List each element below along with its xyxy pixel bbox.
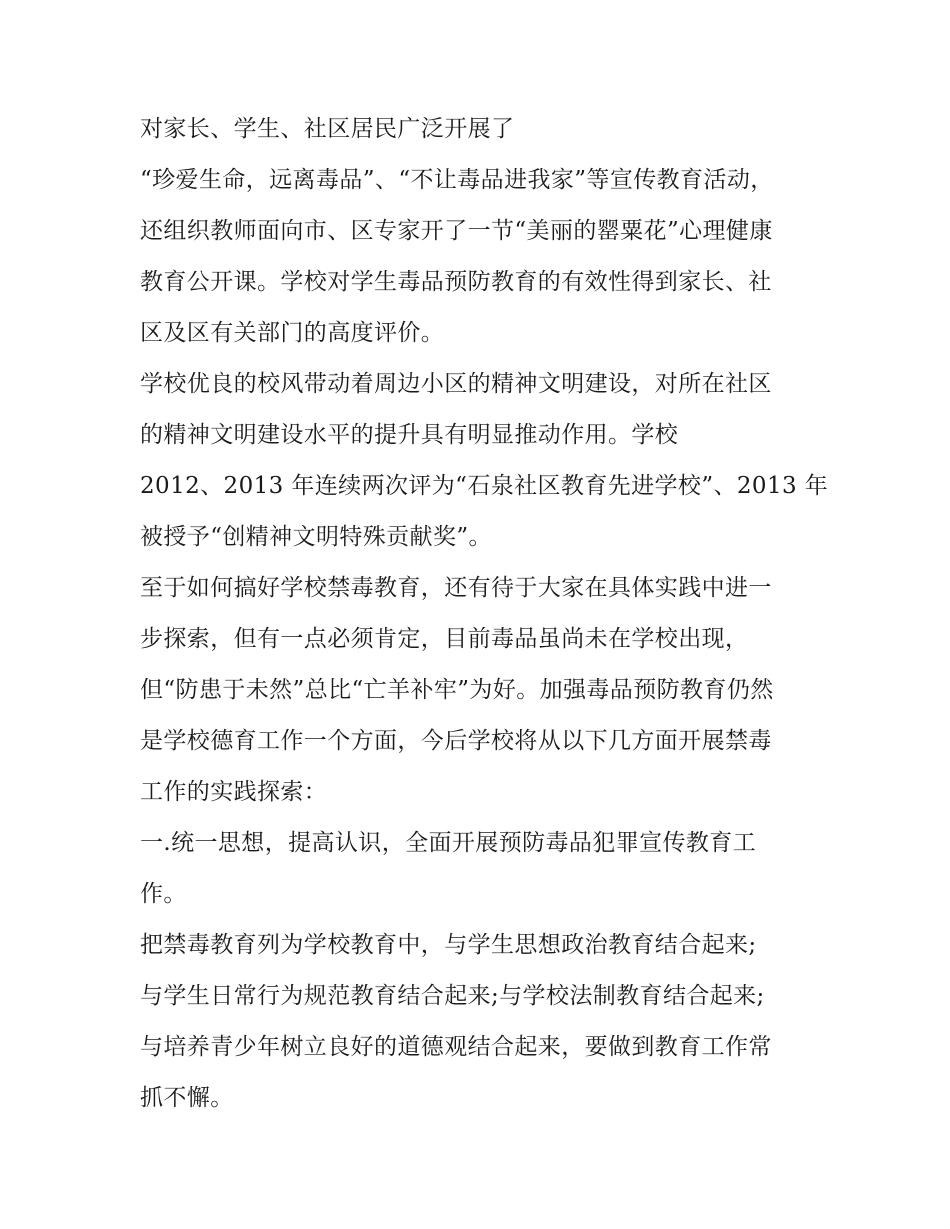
document-body <box>140 104 829 1124</box>
text-line: 一.统一思想，提高认识，全面开展预防毒品犯罪宣传教育工 <box>140 830 757 856</box>
text-line: 的精神文明建设水平的提升具有明显推动作用。学校 <box>140 422 679 448</box>
text-line: 2012、2013 年连续两次评为“石泉社区教育先进学校”、2013 年 <box>140 473 829 499</box>
text-line: 工作的实践探索： <box>140 779 328 805</box>
text-line: 教育公开课。学校对学生毒品预防教育的有效性得到家长、社 <box>140 269 772 295</box>
text-line: 学校优良的校风带动着周边小区的精神文明建设，对所在社区 <box>140 371 772 397</box>
text-line: “珍爱生命，远离毒品”、“不让毒品进我家”等宣传教育活动， <box>140 167 774 193</box>
text-line: 抓不懈。 <box>140 1085 234 1111</box>
text-line: 步探索，但有一点必须肯定，目前毒品虽尚未在学校出现， <box>140 626 749 652</box>
text-line: 但“防患于未然”总比“亡羊补牢”为好。加强毒品预防教育仍然 <box>140 677 774 703</box>
text-line: 区及区有关部门的高度评价。 <box>140 320 445 346</box>
text-line: 对家长、学生、社区居民广泛开展了 <box>140 116 515 142</box>
text-line: 还组织教师面向市、区专家开了一节“美丽的罂粟花”心理健康 <box>140 218 773 244</box>
text-line: 与培养青少年树立良好的道德观结合起来，要做到教育工作常 <box>140 1034 772 1060</box>
text-line: 与学生日常行为规范教育结合起来;与学校法制教育结合起来; <box>140 983 765 1009</box>
text-line: 把禁毒教育列为学校教育中，与学生思想政治教育结合起来; <box>140 932 757 958</box>
text-line: 被授予“创精神文明特殊贡献奖”。 <box>140 524 492 550</box>
text-line: 作。 <box>140 881 187 907</box>
text-line: 是学校德育工作一个方面，今后学校将从以下几方面开展禁毒 <box>140 728 772 754</box>
text-line: 至于如何搞好学校禁毒教育，还有待于大家在具体实践中进一 <box>140 575 772 601</box>
